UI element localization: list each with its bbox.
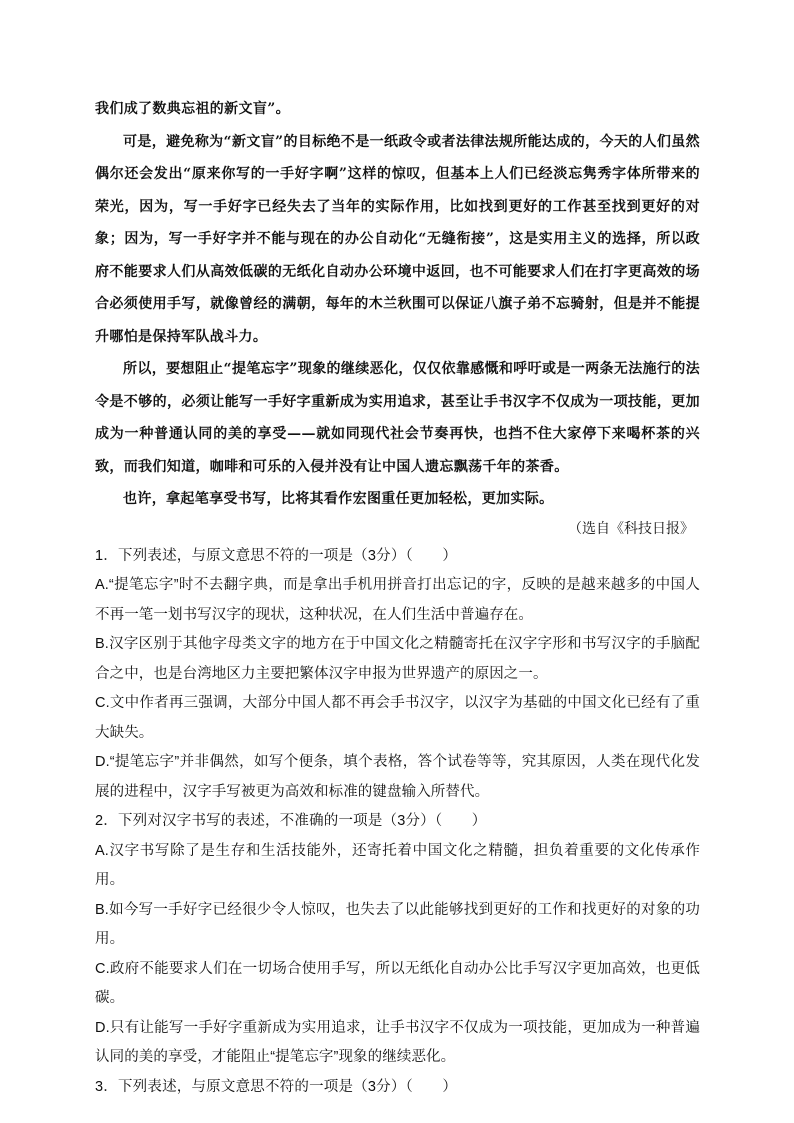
document-page — [95, 93, 700, 1102]
question-2-option-c: C.政府不能要求人们在一切场合使用手写，所以无纸化自动办公比手写汉字更加高效，也更低碳。 — [95, 960, 700, 1006]
question-2-stem: 2．下列对汉字书写的表述，不准确的一项是（3分）（ ） — [95, 813, 487, 829]
question-1-option-b: B.汉字区别于其他字母类文字的地方在于中国文化之精髓寄托在汉字字形和书写汉字的手脑配合之中，也是台湾地区力主要把繁体汉字申报为世界遗产的原因之一。 — [95, 636, 700, 682]
reading-passage — [95, 93, 700, 516]
question-list — [95, 542, 700, 1103]
question-2-option-b: B.如今写一手好字已经很少令人惊叹，也失去了以此能够找到更好的工作和找更好的对象的功用。 — [95, 901, 700, 947]
question-3-stem: 3．下列表述，与原文意思不符的一项是（3分）（ ） — [95, 1078, 458, 1095]
question-1-option-d: D.“提笔忘字”并非偶然，如写个便条，填个表格，答个试卷等等，究其原因，人类在现代化发展的进程中，汉字手写被更为高效和标准的键盘输入所替代。 — [95, 754, 700, 800]
question-1-stem: 1．下列表述，与原文意思不符的一项是（3分）（ ） — [95, 547, 458, 564]
question-1-option-a: A.“提笔忘字”时不去翻字典，而是拿出手机用拼音打出忘记的字，反映的是越来越多的中国人不再一笔一划书写汉字的现状，这种状况，在人们生活中普遍存在。 — [95, 577, 700, 623]
passage-paragraph-3: 所以，要想阻止“提笔忘字”现象的继续恶化，仅仅依靠感慨和呼吁或是一两条无法施行的法令是不够的，必须让能写一手好字重新成为实用追求，甚至让手书汉字不仅成为一项技能，更加成为一种普通认同的美的享受——就如同现代社会节奏再快，也挡不住大家停下来喝杯茶的兴致，而我们知道，咖啡和可乐的入侵并没有让中国人遗忘飘荡千年的茶香。 — [95, 361, 700, 475]
question-1-option-c: C.文中作者再三强调，大部分中国人都不再会手书汉字，以汉字为基础的中国文化已经有了重大缺失。 — [95, 695, 700, 741]
question-2-option-a: A.汉字书写除了是生存和生活技能外，还寄托着中国文化之精髓，担负着重要的文化传承作用。 — [95, 842, 700, 888]
passage-paragraph-2: 可是，避免称为“新文盲”的目标绝不是一纸政令或者法律法规所能达成的，今天的人们虽然偶尔还会发出“原来你写的一手好字啊”这样的惊叹，但基本上人们已经淡忘隽秀字体所带来的荣光，因为，写一手好字已经失去了当年的实际作用，比如找到更好的工作甚至找到更好的对象；因为，写一手好字并不能与现在的办公自动化“无缝衔接”，这是实用主义的选择，所以政府不能要求人们从高效低碳的无纸化自动办公环境中返回，也不可能要求人们在打字更高效的场合必须使用手写，就像曾经的满朝，每年的木兰秋围可以保证八旗子弟不忘骑射，但是并不能提升哪怕是保持军队战斗力。 — [95, 133, 700, 345]
passage-paragraph-1: 我们成了数典忘祖的新文盲”。 — [95, 101, 290, 117]
passage-source: （选自《科技日报》 — [568, 521, 694, 537]
question-2-option-d: D.只有让能写一手好字重新成为实用追求，让手书汉字不仅成为一项技能，更加成为一种普遍认同的美的享受，才能阻止“提笔忘字”现象的继续恶化。 — [95, 1019, 700, 1065]
passage-paragraph-4: 也许，拿起笔享受书写，比将其看作宏图重任更加轻松，更加实际。 — [123, 491, 554, 507]
